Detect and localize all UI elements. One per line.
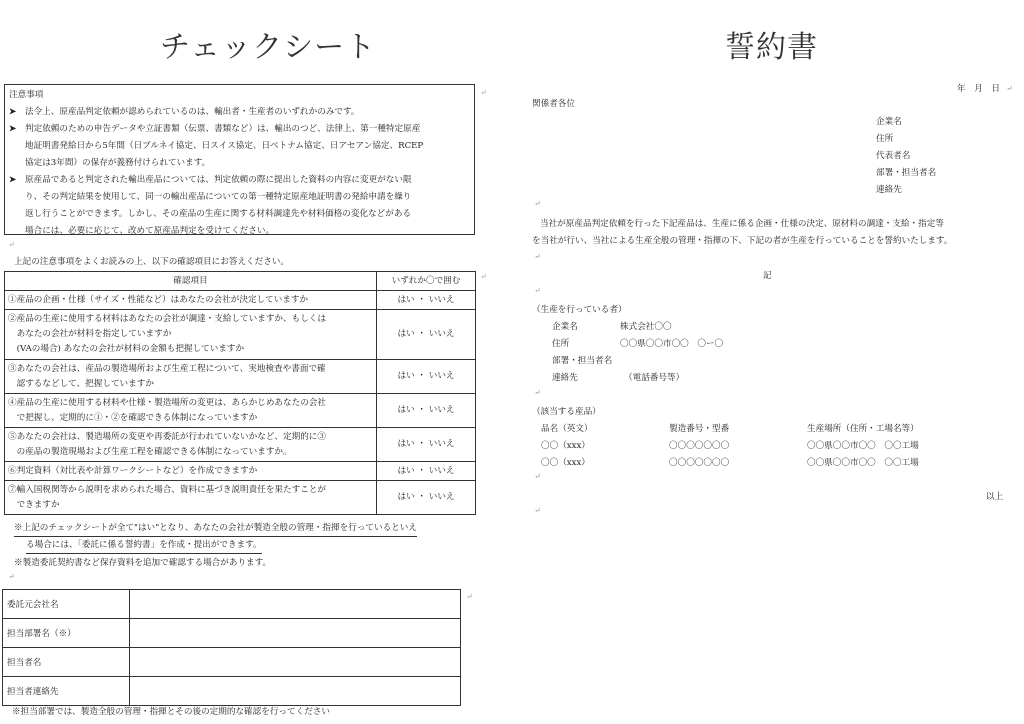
notice-item — [9, 172, 470, 240]
eligibility-note-line1: ※上記のチェックシートが全て"はい"となり、あなたの会社が製造全般の管理・指揮を行っているといえ — [14, 521, 417, 537]
product-cell: 〇〇〇〇〇〇〇 — [669, 458, 730, 468]
contact-input[interactable] — [130, 677, 461, 706]
product-cell: 〇〇〇〇〇〇〇 — [669, 441, 730, 451]
contact-row — [3, 619, 461, 648]
contact-label: 担当者名 — [3, 648, 130, 677]
signer-field: 部署・担当者名 — [876, 168, 937, 178]
producer-heading: （生産を行っている者） — [532, 305, 627, 315]
answer-choice[interactable]: はい ・ いいえ — [377, 428, 476, 462]
notice-item — [9, 104, 470, 121]
return-mark: ↵ — [480, 272, 487, 281]
checklist-row — [5, 291, 476, 310]
notice-line: 法令上、原産品判定依頼が認められているのは、輸出者・生産者のいずれかのみです。 — [25, 107, 360, 117]
department-footnote: ※担当部署では、製造全般の管理・指揮とその後の定期的な確認を行ってください — [12, 707, 330, 717]
product-column-header: 品名（英文） — [541, 424, 593, 434]
question-line: 認するなどして、把握していますか — [8, 378, 154, 389]
checklist-row — [5, 481, 476, 515]
question-line: ③あなたの会社は、産品の製造場所および生産工程について、実地検査や書面で確 — [8, 363, 326, 374]
ki-marker: 記 — [763, 271, 772, 281]
question-line: できますか — [8, 499, 60, 510]
notice-line: 地証明書発給日から5年間（日ブルネイ協定、日スイス協定、日ベトナム協定、日アセアン協定、RCEP — [25, 141, 424, 151]
contact-label: 委託元会社名 — [3, 590, 130, 619]
producer-label: 部署・担当者名 — [552, 356, 613, 366]
additional-check-note: ※製造委託契約書など保存資料を追加で確認する場合があります。 — [14, 558, 272, 568]
header-answer: いずれか〇で囲む — [377, 272, 476, 291]
contact-input[interactable] — [130, 619, 461, 648]
product-heading: （該当する産品） — [532, 407, 601, 417]
contact-input[interactable] — [130, 648, 461, 677]
return-mark: ↵ — [466, 592, 473, 601]
producer-value: 〇〇県〇〇市〇〇 〇ー〇 — [620, 339, 724, 349]
return-mark: ↵ — [8, 572, 15, 581]
pledge-body-line2: を当社が行い、当社による生産全般の管理・指揮の下、下記の者が生産を行っていることを誓約いたします。 — [532, 236, 953, 246]
question-line: あなたの会社が材料を指定していますか — [8, 329, 172, 339]
producer-value: （電話番号等） — [624, 373, 685, 383]
signer-field: 企業名 — [876, 117, 902, 127]
contact-row — [3, 590, 461, 619]
notice-title: 注意事項 — [9, 90, 44, 100]
answer-choice[interactable]: はい ・ いいえ — [377, 394, 476, 428]
answer-choice[interactable]: はい ・ いいえ — [377, 462, 476, 481]
product-column-header: 製造番号・型番 — [669, 424, 730, 434]
contact-table — [2, 589, 461, 706]
question-line: ⑤あなたの会社は、製造場所の変更や再委託が行われていないかなど、定期的に③ — [8, 431, 326, 442]
question-line: ①産品の企画・仕様（サイズ・性能など）はあなたの会社が決定していますか — [8, 294, 309, 305]
notice-box — [4, 84, 475, 235]
answer-choice[interactable]: はい ・ いいえ — [377, 481, 476, 515]
bullet-arrow-icon: ➤ — [9, 107, 17, 117]
contact-row — [3, 648, 461, 677]
date-line: 年 月 日 — [957, 84, 1000, 94]
notice-line: り、その判定結果を使用して、同一の輸出産品についての第一種特定原産地証明書の発給申請を繰り — [25, 192, 412, 202]
answer-choice[interactable]: はい ・ いいえ — [377, 310, 476, 360]
return-mark: ↵ — [8, 240, 15, 249]
checklist-row — [5, 394, 476, 428]
signer-field: 代表者名 — [876, 151, 911, 161]
checklist-intro: 上記の注意事項をよくお読みの上、以下の確認項目にお答えください。 — [14, 257, 290, 267]
notice-line: 協定は3年間）の保存が義務付けられています。 — [25, 158, 211, 168]
addressee: 関係者各位 — [532, 99, 575, 109]
eligibility-note-line2: る場合には、「委託に係る誓約書」を作成・提出ができます。 — [26, 538, 262, 554]
question-line: ②産品の生産に使用する材料はあなたの会社が調達・支給していますか、もしくは — [8, 314, 326, 324]
signer-field: 住所 — [876, 134, 894, 144]
producer-value: 株式会社〇〇 — [620, 322, 672, 332]
product-cell: 〇〇（xxx） — [541, 441, 590, 451]
notice-line: 場合には、必要に応じて、改めて原産品判定を受けてください。 — [25, 226, 275, 236]
contact-input[interactable] — [130, 590, 461, 619]
product-cell: 〇〇県〇〇市〇〇 〇〇工場 — [807, 458, 919, 468]
question-line: の産品の製造現場および生産工程を確認できる体制になっていますか。 — [8, 446, 292, 457]
contact-label: 担当部署名（※） — [3, 619, 130, 648]
answer-choice[interactable]: はい ・ いいえ — [377, 291, 476, 310]
return-mark: ↵ — [1006, 84, 1013, 93]
closing-mark: 以上 — [986, 492, 1004, 502]
signer-field: 連絡先 — [876, 185, 902, 195]
notice-line: 返し行うことができます。しかし、その産品の生産に関する材料調達先や材料価格の変化などがある — [25, 209, 412, 219]
producer-label: 住所 — [552, 339, 570, 349]
producer-label: 企業名 — [552, 322, 578, 332]
checklist-row — [5, 310, 476, 360]
bullet-arrow-icon: ➤ — [9, 124, 17, 134]
notice-line: 原産品であると判定された輸出産品については、判定依頼の際に提出した資料の内容に変更がない限 — [25, 175, 412, 185]
pledge-title: 誓約書 — [725, 30, 818, 65]
product-column-header: 生産場所（住所・工場名等） — [807, 424, 919, 434]
pledge-body-line1: 当社が原産品判定依頼を行った下記産品は、生産に係る企画・仕様の決定、原材料の調達・支給・指定等 — [540, 219, 944, 229]
product-cell: 〇〇（xxx） — [541, 458, 590, 468]
contact-row — [3, 677, 461, 706]
checksheet-title: チェックシート — [160, 30, 377, 65]
checklist-table — [4, 271, 476, 515]
question-line: ④産品の生産に使用する材料や仕様・製造場所の変更は、あらかじめあなたの会社 — [8, 397, 326, 408]
return-mark: ↵ — [534, 252, 541, 261]
answer-choice[interactable]: はい ・ いいえ — [377, 360, 476, 394]
question-line: (VAの場合) あなたの会社が材料の金額も把握していますか — [8, 344, 245, 354]
bullet-arrow-icon: ➤ — [9, 175, 17, 185]
return-mark: ↵ — [480, 88, 487, 97]
question-line: で把握し、定期的に①・②を確認できる体制になっていますか — [8, 412, 258, 423]
notice-item — [9, 121, 470, 172]
product-cell: 〇〇県〇〇市〇〇 〇〇工場 — [807, 441, 919, 451]
checklist-row — [5, 462, 476, 481]
checklist-row — [5, 360, 476, 394]
return-mark: ↵ — [534, 286, 541, 295]
notice-line: 判定依頼のための申告データや立証書類（伝票、書類など）は、輸出のつど、法律上、第一種特定原産 — [25, 124, 421, 134]
return-mark: ↵ — [534, 199, 541, 208]
checklist-row — [5, 428, 476, 462]
checklist-header-row — [5, 272, 476, 291]
return-mark: ↵ — [534, 388, 541, 397]
producer-label: 連絡先 — [552, 373, 578, 383]
header-item: 確認項目 — [5, 272, 377, 291]
return-mark: ↵ — [534, 472, 541, 481]
question-line: ⑥判定資料（対比表や計算ワークシートなど）を作成できますか — [8, 465, 258, 476]
question-line: ⑦輸入国税関等から説明を求められた場合、資料に基づき説明責任を果たすことが — [8, 484, 326, 495]
contact-label: 担当者連絡先 — [3, 677, 130, 706]
return-mark: ↵ — [534, 506, 541, 515]
